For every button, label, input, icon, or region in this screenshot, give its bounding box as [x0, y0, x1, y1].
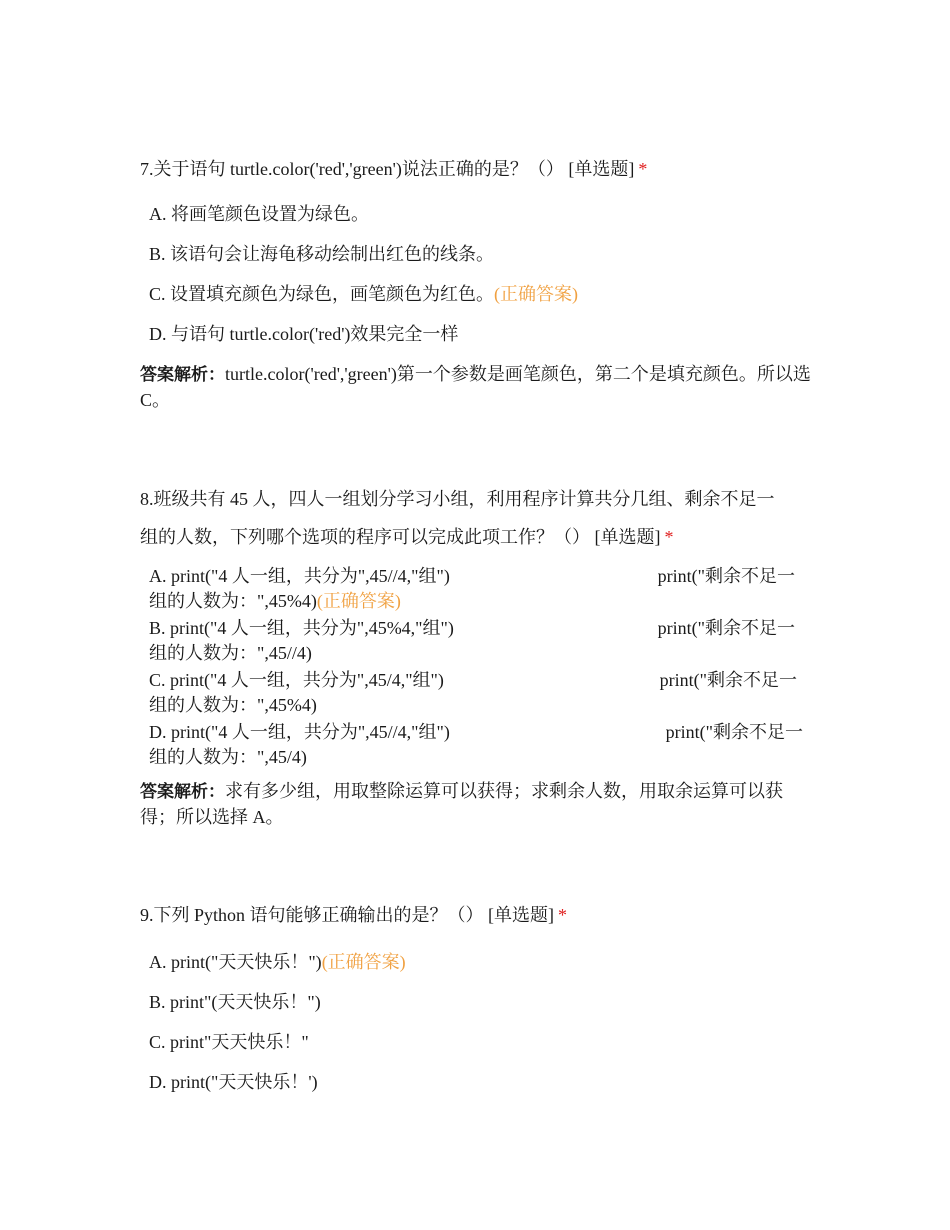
q8-required-mark: *	[664, 527, 674, 547]
q9-type: [单选题]	[488, 905, 555, 925]
q7-required-mark: *	[638, 159, 648, 179]
q7-explanation	[140, 362, 815, 413]
q7-option-d: D. 与语句 turtle.color('red')效果完全一样	[149, 324, 459, 344]
q8-correct-tag: (正确答案)	[316, 591, 401, 611]
q7-title-text: 7.关于语句 turtle.color('red','green')说法正确的是？（）	[140, 159, 564, 179]
q8-option-a: A. print("4 人一组，共分为",45//4,"组") print("剩余不足一 组的人数为：",45%4)(正确答案)	[149, 566, 795, 611]
q8-title-line2: 组的人数，下列哪个选项的程序可以完成此项工作？（）	[140, 527, 590, 547]
q8-explanation	[140, 779, 815, 830]
q8-type: [单选题]	[594, 527, 661, 547]
q8-title	[140, 480, 812, 556]
q7-correct-tag: (正确答案)	[494, 284, 579, 304]
q9-title	[140, 896, 812, 934]
q9-correct-tag: (正确答案)	[321, 952, 406, 972]
q7-title	[140, 150, 812, 188]
q7-explanation-label: 答案解析：	[140, 365, 225, 385]
q7-option-b: B. 该语句会让海龟移动绘制出红色的线条。	[149, 244, 495, 264]
q9-option-a: A. print("天天快乐！")(正确答案)	[149, 952, 406, 972]
q9-option-b: B. print"(天天快乐！")	[149, 992, 321, 1012]
q8-explanation-text: 求有多少组，用取整除运算可以获得；求剩余人数，用取余运算可以获得；所以选择 A。	[140, 781, 783, 827]
q9-required-mark: *	[558, 905, 568, 925]
q9-title-text: 9.下列 Python 语句能够正确输出的是？（）	[140, 905, 484, 925]
q8-option-c: C. print("4 人一组，共分为",45/4,"组") print("剩余不足一 组的人数为：",45%4)	[149, 670, 797, 715]
q9-option-d: D. print("天天快乐！')	[149, 1072, 318, 1092]
q7-explanation-text: turtle.color('red','green')第一个参数是画笔颜色，第二个是填充颜色。所以选 C。	[140, 364, 811, 410]
q7-option-a: A. 将画笔颜色设置为绿色。	[149, 204, 369, 224]
q8-option-b: B. print("4 人一组，共分为",45%4,"组") print("剩余不足一 组的人数为：",45//4)	[149, 618, 795, 663]
q7-type: [单选题]	[568, 159, 635, 179]
q8-explanation-label: 答案解析：	[140, 782, 225, 802]
q8-option-d: D. print("4 人一组，共分为",45//4,"组") print("剩余不足一 组的人数为：",45/4)	[149, 722, 803, 767]
q8-title-line1: 8.班级共有 45 人，四人一组划分学习小组，利用程序计算共分几组、剩余不足一	[140, 489, 775, 509]
q7-option-c: C. 设置填充颜色为绿色，画笔颜色为红色。(正确答案)	[149, 284, 579, 304]
q9-option-c: C. print"天天快乐！"	[149, 1032, 309, 1052]
